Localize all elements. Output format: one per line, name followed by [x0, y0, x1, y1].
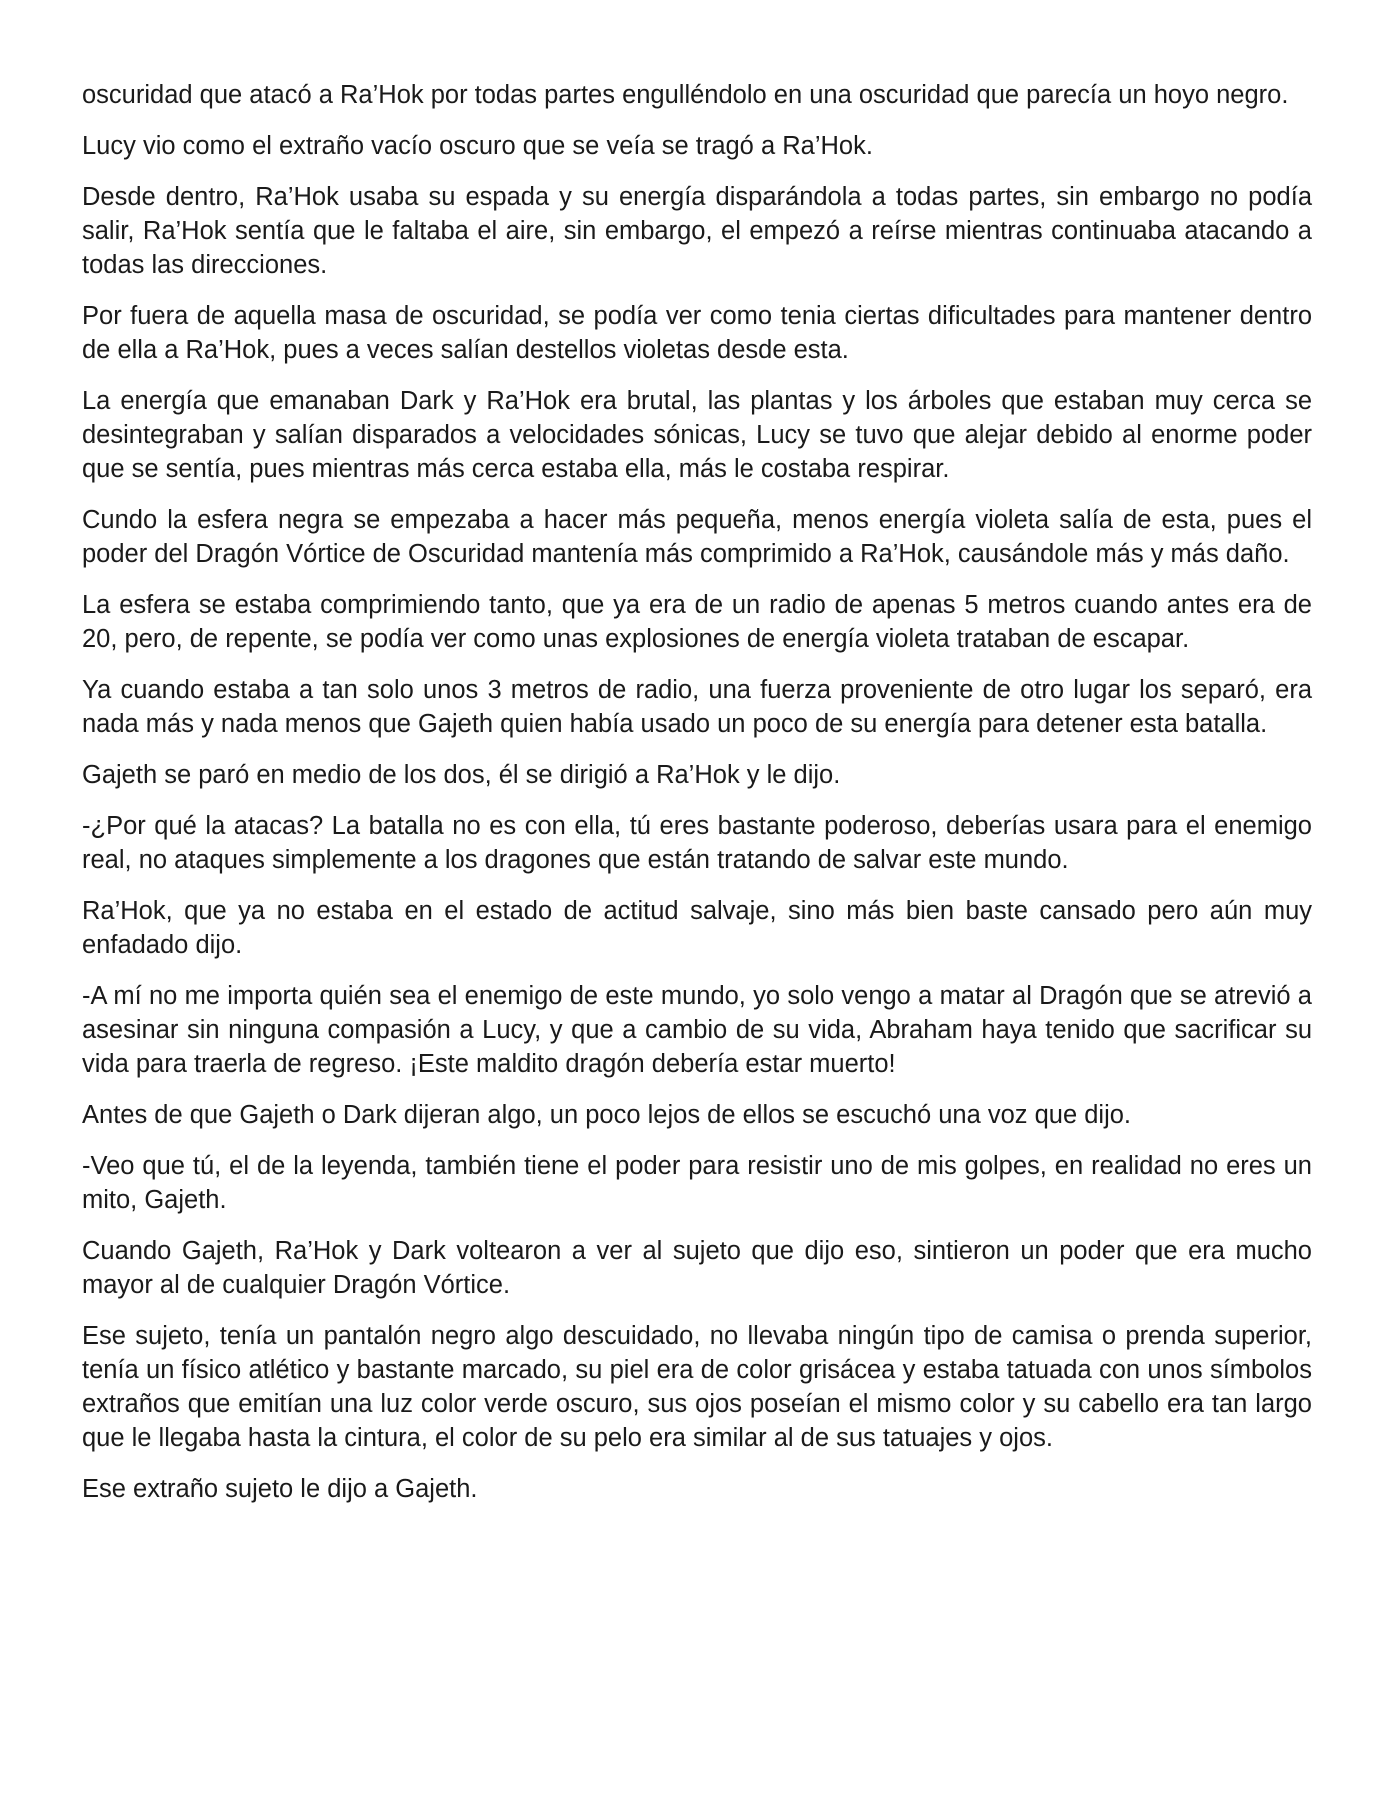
- paragraph-12: -A mí no me importa quién sea el enemigo de este mundo, yo solo vengo a matar al Dragón que se atrevió a asesinar sin ninguna compasión a Lucy, y que a cambio de su vida, Abraham haya tenido que sacrificar su vida para traerla de regreso. ¡Este maldito dragón debería estar muerto!: [82, 982, 1312, 1078]
- document-page: [82, 78, 1312, 1523]
- paragraph-5: La energía que emanaban Dark y Ra’Hok era brutal, las plantas y los árboles que estaban muy cerca se desintegraban y salían disparados a velocidades sónicas, Lucy se tuvo que alejar debido al enorme poder que se sentía, pues mientras más cerca estaba ella, más le costaba respirar.: [82, 387, 1312, 483]
- paragraph-11: Ra’Hok, que ya no estaba en el estado de actitud salvaje, sino más bien baste cansado pero aún muy enfadado dijo.: [82, 897, 1312, 959]
- paragraph-13: Antes de que Gajeth o Dark dijeran algo, un poco lejos de ellos se escuchó una voz que dijo.: [82, 1101, 1132, 1129]
- paragraph-6: Cundo la esfera negra se empezaba a hacer más pequeña, menos energía violeta salía de esta, pues el poder del Dragón Vórtice de Oscuridad mantenía más comprimido a Ra’Hok, causándole más y más daño.: [82, 506, 1312, 568]
- paragraph-17: Ese extraño sujeto le dijo a Gajeth.: [82, 1475, 478, 1503]
- paragraph-2: Lucy vio como el extraño vacío oscuro que se veía se tragó a Ra’Hok.: [82, 132, 873, 160]
- paragraph-15: Cuando Gajeth, Ra’Hok y Dark voltearon a ver al sujeto que dijo eso, sintieron un poder que era mucho mayor al de cualquier Dragón Vórtice.: [82, 1237, 1312, 1299]
- paragraph-8: Ya cuando estaba a tan solo unos 3 metros de radio, una fuerza proveniente de otro lugar los separó, era nada más y nada menos que Gajeth quien había usado un poco de su energía para detener esta batalla.: [82, 676, 1312, 738]
- paragraph-7: La esfera se estaba comprimiendo tanto, que ya era de un radio de apenas 5 metros cuando antes era de 20, pero, de repente, se podía ver como unas explosiones de energía violeta trataban de escapar.: [82, 591, 1312, 653]
- paragraph-9: Gajeth se paró en medio de los dos, él se dirigió a Ra’Hok y le dijo.: [82, 761, 841, 789]
- paragraph-14: -Veo que tú, el de la leyenda, también tiene el poder para resistir uno de mis golpes, en realidad no eres un mito, Gajeth.: [82, 1152, 1312, 1214]
- paragraph-4: Por fuera de aquella masa de oscuridad, se podía ver como tenia ciertas dificultades para mantener dentro de ella a Ra’Hok, pues a veces salían destellos violetas desde esta.: [82, 302, 1312, 364]
- paragraph-1: oscuridad que atacó a Ra’Hok por todas partes engulléndolo en una oscuridad que parecía un hoyo negro.: [82, 81, 1289, 109]
- paragraph-10: -¿Por qué la atacas? La batalla no es con ella, tú eres bastante poderoso, deberías usara para el enemigo real, no ataques simplemente a los dragones que están tratando de salvar este mundo.: [82, 812, 1312, 874]
- paragraph-3: Desde dentro, Ra’Hok usaba su espada y su energía disparándola a todas partes, sin embargo no podía salir, Ra’Hok sentía que le faltaba el aire, sin embargo, el empezó a reírse mientras continuaba atacando a todas las direcciones.: [82, 183, 1312, 279]
- paragraph-16: Ese sujeto, tenía un pantalón negro algo descuidado, no llevaba ningún tipo de camisa o prenda superior, tenía un físico atlético y bastante marcado, su piel era de color grisácea y estaba tatuada con unos símbolos extraños que emitían una luz color verde oscuro, sus ojos poseían el mismo color y su cabello era tan largo que le llegaba hasta la cintura, el color de su pelo era similar al de sus tatuajes y ojos.: [82, 1322, 1312, 1452]
